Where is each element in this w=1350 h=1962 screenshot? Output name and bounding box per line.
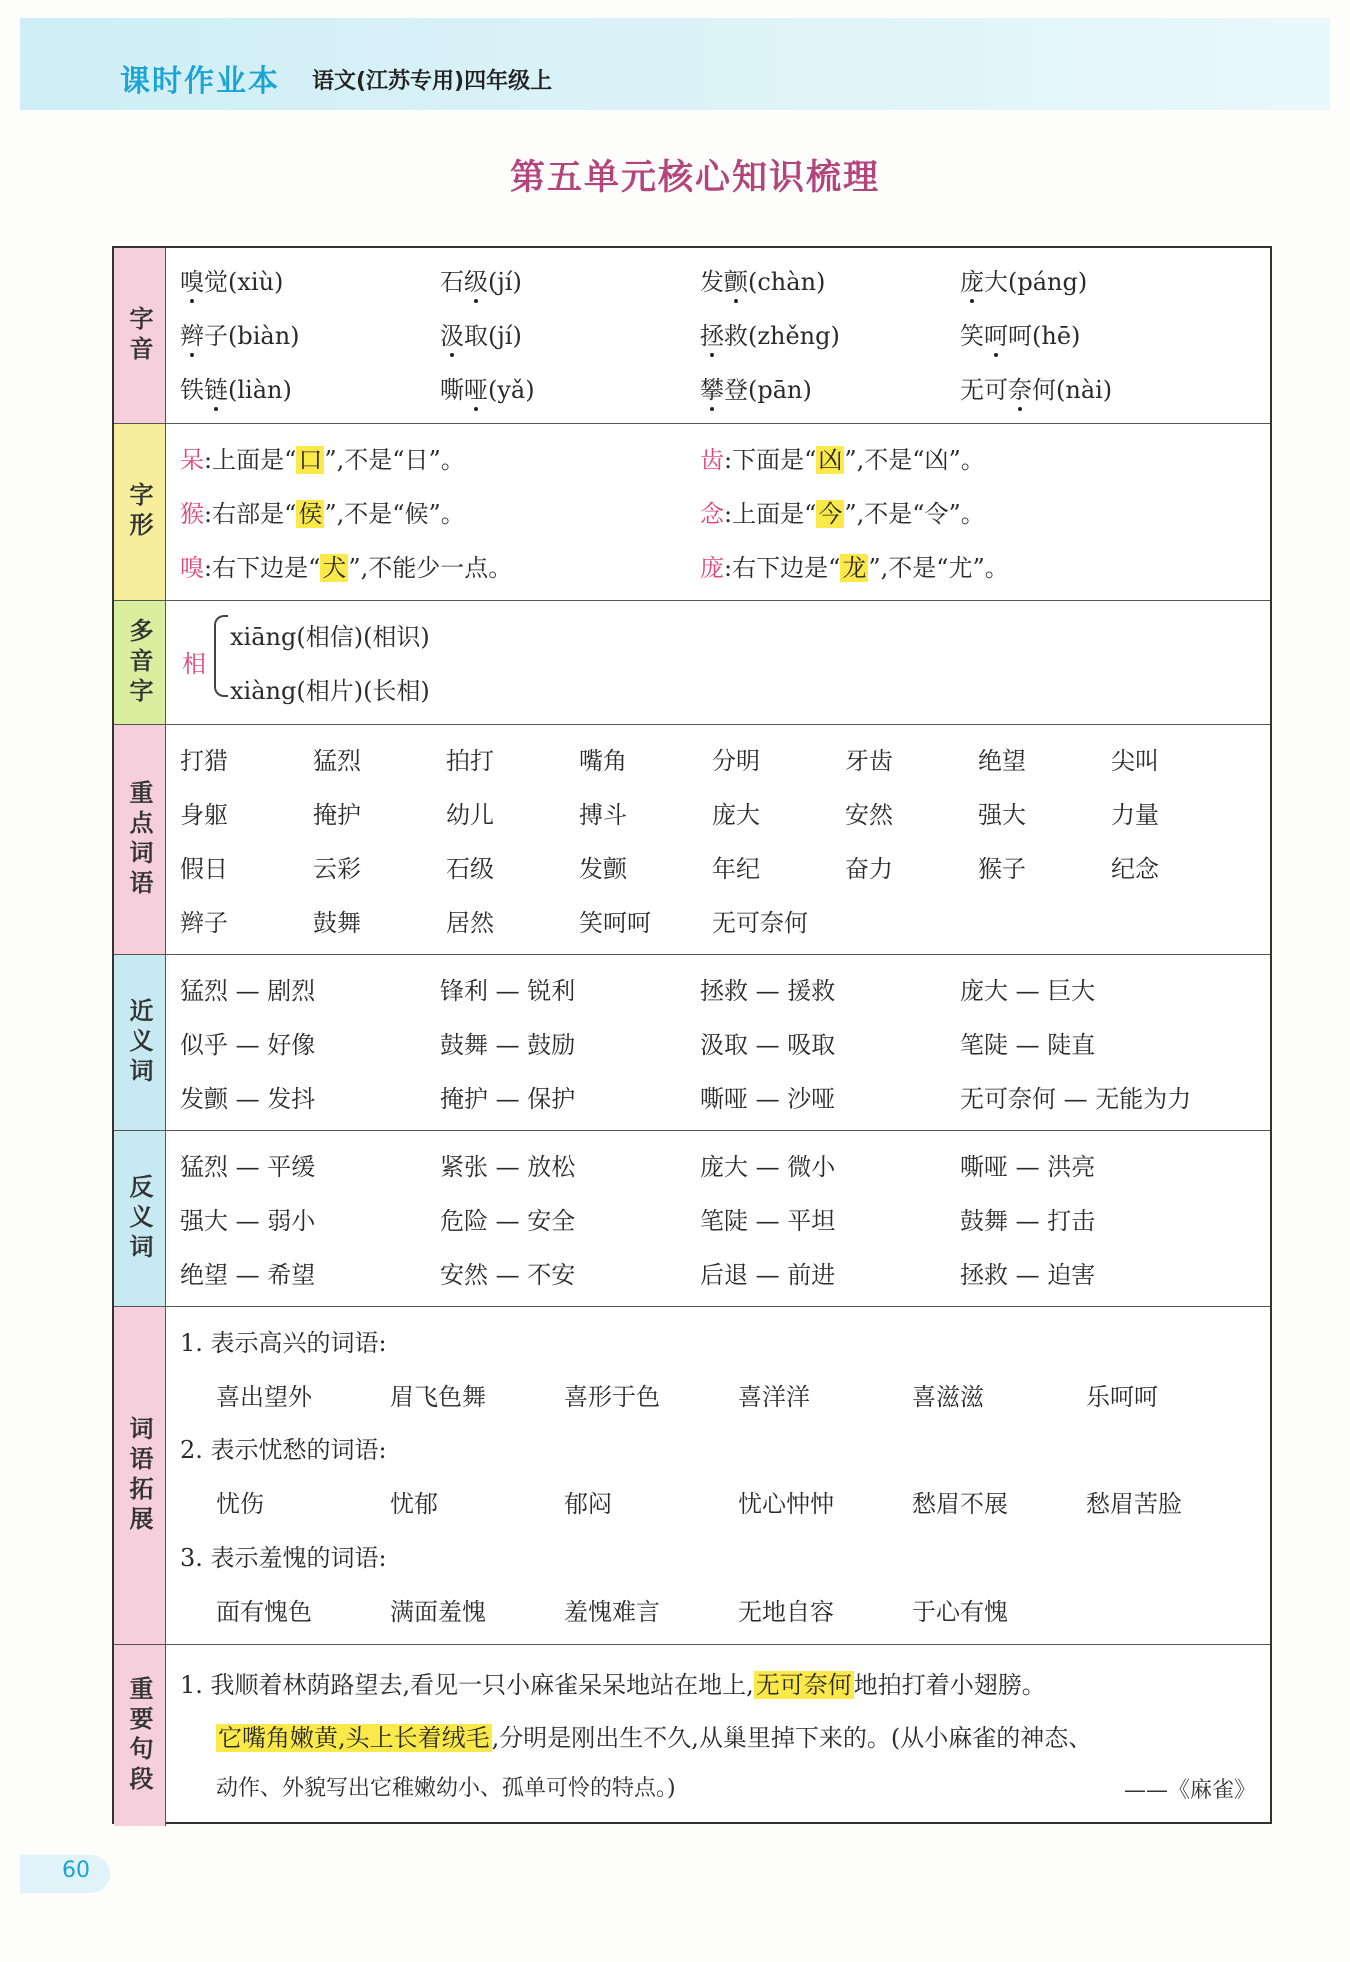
- pinyin-dotted-char: 辫: [180, 316, 204, 351]
- key-word: 云彩: [313, 855, 361, 883]
- extension-word: 喜出望外: [216, 1383, 312, 1411]
- pinyin-dotted-char: 攀: [700, 370, 724, 405]
- glyph-highlight: 犬: [322, 554, 347, 582]
- key-word: 庞大: [712, 801, 760, 829]
- glyph-highlight: 今: [818, 500, 843, 528]
- glyph-note: [180, 440, 465, 475]
- pinyin-post: (chàn): [748, 268, 826, 296]
- key-word: 分明: [712, 747, 760, 775]
- sentence-line-2: 它嘴角嫩黄,头上长着绒毛,分明是刚出生不久,从巢里掉下来的。(从小麻雀的神态、: [218, 1724, 1093, 1752]
- extension-word: 于心有愧: [912, 1598, 1008, 1626]
- pinyin-item: [960, 262, 1087, 297]
- key-word: 嘴角: [579, 747, 627, 775]
- glyph-text: :右部是“: [204, 500, 297, 528]
- synonym-pair: 鼓舞 — 鼓励: [440, 1031, 576, 1059]
- pinyin-post: 呵(hē): [1008, 322, 1081, 350]
- pinyin-post: 大(páng): [984, 268, 1088, 296]
- glyph-char: 猴: [180, 500, 204, 528]
- glyph-text: :下面是“: [724, 446, 817, 474]
- polyphone-reading-1: xiāng(相信)(相识): [230, 623, 430, 651]
- extension-word: 满面羞愧: [390, 1598, 486, 1626]
- glyph-text: :右下边是“: [724, 554, 841, 582]
- antonym-pair: 危险 — 安全: [440, 1207, 576, 1235]
- key-word: 居然: [446, 909, 494, 937]
- knowledge-table: [112, 246, 1272, 1824]
- pinyin-pre: 铁: [180, 376, 204, 404]
- pinyin-pre: 发: [700, 268, 724, 296]
- glyph-text: :上面是“: [204, 446, 297, 474]
- antonym-pair: 鼓舞 — 打击: [960, 1207, 1096, 1235]
- extension-word: 无地自容: [738, 1598, 834, 1626]
- extension-word: 羞愧难言: [564, 1598, 660, 1626]
- extension-word: 面有愧色: [216, 1598, 312, 1626]
- pinyin-item: [960, 316, 1080, 351]
- glyph-text: ”,不是“尤”。: [868, 554, 1009, 582]
- pinyin-item: [180, 370, 292, 405]
- pinyin-item: [440, 370, 535, 405]
- book-subtitle: 语文(江苏专用)四年级上: [312, 69, 553, 94]
- antonym-pair: 猛烈 — 平缓: [180, 1153, 316, 1181]
- glyph-text: ”,不是“日”。: [324, 446, 465, 474]
- pinyin-post: 子(biàn): [204, 322, 300, 350]
- extension-word: 喜形于色: [564, 1383, 660, 1411]
- synonym-pair: 无可奈何 — 无能为力: [960, 1085, 1192, 1113]
- glyph-text: ”,不是“凶”。: [844, 446, 985, 474]
- glyph-char: 齿: [700, 446, 724, 474]
- key-word: 搏斗: [579, 801, 627, 829]
- glyph-text: ”,不能少一点。: [348, 554, 513, 582]
- pinyin-post: 觉(xiù): [204, 268, 284, 296]
- pinyin-dotted-char: 汲: [440, 316, 464, 351]
- glyph-char: 庞: [700, 554, 724, 582]
- extension-word: 愁眉苦脸: [1086, 1490, 1182, 1518]
- pinyin-item: [700, 262, 825, 297]
- label-duo-yin: 多音字: [114, 601, 166, 724]
- extension-word: 喜洋洋: [738, 1383, 810, 1411]
- label-zhong-dian: 重点词语: [114, 725, 166, 954]
- extension-heading: 1. 表示高兴的词语:: [180, 1329, 387, 1357]
- row-zi-yin: [114, 248, 1270, 424]
- pinyin-pre: 嘶: [440, 376, 464, 404]
- antonym-pair: 安然 — 不安: [440, 1261, 576, 1289]
- pinyin-dotted-char: 庞: [960, 262, 984, 297]
- pinyin-dotted-char: 颤: [724, 262, 748, 297]
- key-word: 拍打: [446, 747, 494, 775]
- synonym-pair: 庞大 — 巨大: [960, 977, 1096, 1005]
- polyphone-reading-2: xiàng(相片)(长相): [230, 677, 430, 705]
- extension-word: 喜滋滋: [912, 1383, 984, 1411]
- antonym-pair: 笔陡 — 平坦: [700, 1207, 836, 1235]
- glyph-char: 念: [700, 500, 724, 528]
- glyph-text: :右下边是“: [204, 554, 321, 582]
- glyph-highlight: 侯: [298, 500, 323, 528]
- extension-word: 忧心忡忡: [738, 1490, 834, 1518]
- pinyin-pre: 笑: [960, 322, 984, 350]
- key-word: 身躯: [180, 801, 228, 829]
- pinyin-dotted-char: 链: [204, 370, 228, 405]
- label-tuo-zhan: 词语拓展: [114, 1307, 166, 1644]
- row-zhong-dian: [114, 725, 1270, 955]
- pinyin-dotted-char: 呵: [984, 316, 1008, 351]
- pinyin-post: (yǎ): [488, 376, 535, 404]
- row-ju-duan: [114, 1645, 1270, 1826]
- pinyin-post: (jí): [488, 268, 522, 296]
- extension-heading: 2. 表示忧愁的词语:: [180, 1436, 387, 1464]
- key-word: 绝望: [978, 747, 1026, 775]
- key-word: 无可奈何: [712, 909, 808, 937]
- glyph-note: [700, 494, 985, 529]
- key-word: 纪念: [1111, 855, 1159, 883]
- pinyin-item: [180, 316, 300, 351]
- glyph-highlight: 口: [298, 446, 323, 474]
- key-word: 尖叫: [1111, 747, 1159, 775]
- antonym-pair: 后退 — 前进: [700, 1261, 836, 1289]
- synonym-pair: 汲取 — 吸取: [700, 1031, 836, 1059]
- antonym-pair: 紧张 — 放松: [440, 1153, 576, 1181]
- glyph-note: [700, 548, 1009, 583]
- pinyin-pre: 无可: [960, 376, 1008, 404]
- key-word: 猛烈: [313, 747, 361, 775]
- row-fan-yi: [114, 1131, 1270, 1307]
- synonym-pair: 似乎 — 好像: [180, 1031, 316, 1059]
- extension-word: 忧伤: [216, 1490, 264, 1518]
- key-word: 发颤: [579, 855, 627, 883]
- row-jin-yi: [114, 955, 1270, 1131]
- key-word: 掩护: [313, 801, 361, 829]
- pinyin-pre: 石: [440, 268, 464, 296]
- pinyin-post: 救(zhěng): [724, 322, 840, 350]
- pinyin-post: (liàn): [228, 376, 292, 404]
- sentence-line-3: 动作、外貌写出它稚嫩幼小、孤单可怜的特点。): [216, 1776, 676, 1801]
- synonym-pair: 掩护 — 保护: [440, 1085, 576, 1113]
- pinyin-dotted-char: 嗅: [180, 262, 204, 297]
- glyph-note: [700, 440, 985, 475]
- glyph-note: [180, 548, 512, 583]
- label-jin-yi: 近义词: [114, 955, 166, 1130]
- key-word: 假日: [180, 855, 228, 883]
- key-word: 幼儿: [446, 801, 494, 829]
- label-fan-yi: 反义词: [114, 1131, 166, 1306]
- pinyin-post: 取(jí): [464, 322, 522, 350]
- extension-word: 愁眉不展: [912, 1490, 1008, 1518]
- pinyin-post: 何(nài): [1032, 376, 1113, 404]
- key-word: 笑呵呵: [579, 909, 651, 937]
- extension-word: 郁闷: [564, 1490, 612, 1518]
- glyph-text: ”,不是“令”。: [844, 500, 985, 528]
- glyph-highlight: 龙: [842, 554, 867, 582]
- synonym-pair: 笔陡 — 陡直: [960, 1031, 1096, 1059]
- key-word: 强大: [978, 801, 1026, 829]
- key-word: 年纪: [712, 855, 760, 883]
- extension-word: 忧郁: [390, 1490, 438, 1518]
- glyph-highlight: 凶: [818, 446, 843, 474]
- pinyin-dotted-char: 级: [464, 262, 488, 297]
- antonym-pair: 庞大 — 微小: [700, 1153, 836, 1181]
- label-ju-duan: 重要句段: [114, 1645, 166, 1826]
- label-zi-xing: 字形: [114, 424, 166, 600]
- row-duo-yin: [114, 601, 1270, 725]
- row-zi-xing: [114, 424, 1270, 601]
- page-number: 60: [62, 1858, 90, 1883]
- pinyin-item: [960, 370, 1112, 405]
- key-word: 力量: [1111, 801, 1159, 829]
- pinyin-item: [180, 262, 283, 297]
- pinyin-item: [440, 316, 522, 351]
- pinyin-dotted-char: 哑: [464, 370, 488, 405]
- polyphone-char: 相: [182, 650, 206, 678]
- key-word: 牙齿: [845, 747, 893, 775]
- page-title: 第五单元核心知识梳理: [509, 158, 880, 198]
- glyph-char: 嗅: [180, 554, 204, 582]
- sentence-line-1: 1. 我顺着林荫路望去,看见一只小麻雀呆呆地站在地上,无可奈何地拍打着小翅膀。: [180, 1671, 1046, 1699]
- antonym-pair: 嘶哑 — 洪亮: [960, 1153, 1096, 1181]
- pinyin-post: 登(pān): [724, 376, 812, 404]
- key-word: 鼓舞: [313, 909, 361, 937]
- pinyin-item: [440, 262, 522, 297]
- brace: [214, 615, 228, 697]
- pinyin-item: [700, 370, 812, 405]
- antonym-pair: 强大 — 弱小: [180, 1207, 316, 1235]
- glyph-char: 呆: [180, 446, 204, 474]
- synonym-pair: 嘶哑 — 沙哑: [700, 1085, 836, 1113]
- label-zi-yin: 字音: [114, 248, 166, 423]
- key-word: 石级: [446, 855, 494, 883]
- synonym-pair: 拯救 — 援救: [700, 977, 836, 1005]
- pinyin-dotted-char: 奈: [1008, 370, 1032, 405]
- pinyin-dotted-char: 拯: [700, 316, 724, 351]
- key-word: 奋力: [845, 855, 893, 883]
- pinyin-item: [700, 316, 840, 351]
- glyph-text: ”,不是“候”。: [324, 500, 465, 528]
- key-word: 猴子: [978, 855, 1026, 883]
- extension-word: 乐呵呵: [1086, 1383, 1158, 1411]
- synonym-pair: 发颤 — 发抖: [180, 1085, 316, 1113]
- glyph-note: [180, 494, 465, 529]
- synonym-pair: 锋利 — 锐利: [440, 977, 576, 1005]
- sentence-source: ——《麻雀》: [1123, 1778, 1256, 1803]
- book-title: 课时作业本: [120, 64, 280, 99]
- glyph-text: :上面是“: [724, 500, 817, 528]
- key-word: 辫子: [180, 909, 228, 937]
- antonym-pair: 拯救 — 迫害: [960, 1261, 1096, 1289]
- synonym-pair: 猛烈 — 剧烈: [180, 977, 316, 1005]
- key-word: 安然: [845, 801, 893, 829]
- key-word: 打猎: [180, 747, 228, 775]
- row-tuo-zhan: [114, 1307, 1270, 1645]
- antonym-pair: 绝望 — 希望: [180, 1261, 316, 1289]
- extension-heading: 3. 表示羞愧的词语:: [180, 1544, 387, 1572]
- extension-word: 眉飞色舞: [390, 1383, 486, 1411]
